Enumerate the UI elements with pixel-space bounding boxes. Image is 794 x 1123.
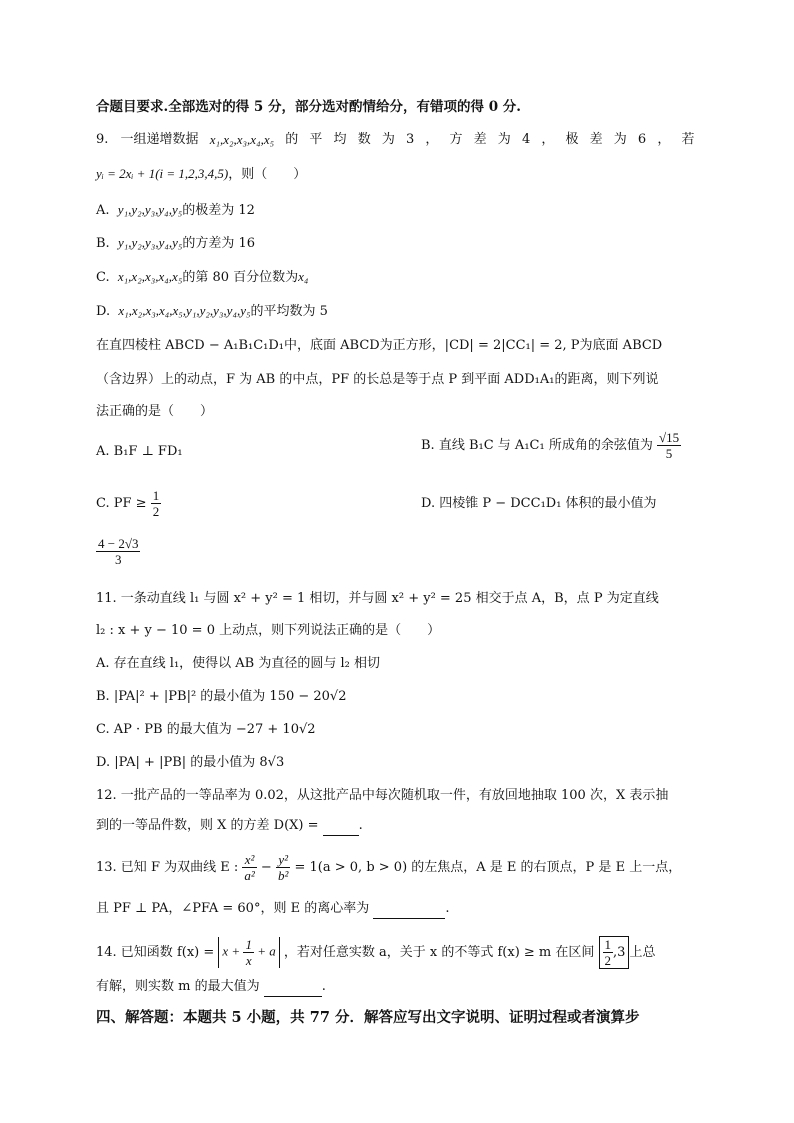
answer-blank[interactable] — [373, 898, 445, 919]
q10-option-b — [421, 430, 681, 461]
minus-sign: − — [260, 860, 272, 875]
fraction — [603, 937, 614, 968]
q9-option-a — [96, 200, 255, 221]
fraction-denominator: 2 — [152, 504, 160, 519]
q13-text-pre: 13. 已知 F 为双曲线 E : — [96, 860, 239, 875]
q9-stem-token: 为 — [381, 132, 395, 147]
q9-stem-token: 数 — [357, 132, 371, 147]
q9-stem-token: 方 — [449, 132, 463, 147]
interval-end: ,3 — [613, 945, 626, 960]
fraction — [657, 430, 681, 461]
absolute-value — [218, 937, 279, 968]
fraction — [242, 852, 256, 883]
option-label: B. — [96, 236, 110, 251]
option-math: y₁,y₂,y₃,y₄,y₅ — [117, 202, 183, 217]
fraction — [151, 488, 162, 519]
q9-stem-justified — [121, 130, 695, 150]
q10-option-c — [96, 488, 161, 519]
q9-stem-token: 差 — [473, 132, 487, 147]
q11-stem-line1: 11. 一条动直线 l₁ 与圆 x² + y² = 1 相切，并与圆 x² + y² = 25 相交于点 A，B，点 P 为定直线 — [96, 591, 659, 606]
fraction — [276, 852, 290, 883]
q9-stem-token: 极 — [565, 132, 579, 147]
q9-option-b — [96, 233, 255, 254]
q9-option-d — [96, 301, 328, 322]
q9-stem-token: 为 — [613, 132, 627, 147]
fraction-denominator: 3 — [114, 552, 122, 567]
fraction-denominator: a² — [244, 868, 255, 883]
q14-stem-line2 — [96, 976, 326, 997]
q9-stem-tail: ，则（ ） — [228, 167, 307, 182]
period: . — [321, 979, 326, 994]
fraction-numerator: x² — [242, 852, 256, 868]
q9-stem-token: 若 — [681, 132, 695, 147]
q10-option-d-value — [96, 536, 140, 567]
option-text: 的极差为 12 — [182, 203, 255, 218]
q12-stem-line2 — [96, 815, 363, 836]
q10-option-a: A. B₁F ⊥ FD₁ — [96, 444, 183, 459]
q13-text: 且 PF ⊥ PA，∠PFA = 60°，则 E 的离心率为 — [96, 901, 370, 916]
fraction-numerator: 1 — [152, 488, 160, 503]
answer-blank[interactable] — [323, 815, 359, 836]
q9-option-c — [96, 267, 308, 288]
q9-stem-token: x₁,x₂,x₃,x₄,x₅ — [209, 132, 275, 147]
option-text: 的平均数为 5 — [250, 304, 328, 319]
section-instructions: 合题目要求.全部选对的得 5 分，部分选对酌情给分，有错项的得 0 分. — [96, 99, 521, 115]
q9-stem-token: 的 — [285, 132, 299, 147]
q14-stem-line1 — [96, 936, 655, 969]
q9-stem-token: 3 — [405, 132, 415, 147]
option-text: B. 直线 B₁C 与 A₁C₁ 所成角的余弦值为 — [421, 438, 653, 453]
q13-stem-line2 — [96, 898, 450, 919]
fraction-denominator: x — [245, 953, 252, 968]
option-text: C. PF ≥ — [96, 496, 147, 511]
section-4-heading: 四、解答题：本题共 5 小题，共 77 分．解答应写出文字说明、证明过程或者演算步 — [96, 1009, 640, 1026]
fraction-denominator: b² — [277, 868, 289, 883]
option-text: 的第 80 百分位数为 — [182, 270, 299, 285]
q12-text: 到的一等品件数，则 X 的方差 D(X) = — [96, 818, 319, 833]
option-label: C. — [96, 270, 110, 285]
option-math: x₁,x₂,x₃,x₄,x₅ — [117, 269, 183, 284]
fraction — [243, 937, 254, 968]
answer-blank[interactable] — [264, 976, 322, 997]
q14-text: 有解，则实数 m 的最大值为 — [96, 979, 260, 994]
q9-stem-token: 6 — [637, 132, 647, 147]
abs-part: x + — [222, 943, 241, 959]
fraction-numerator: y² — [276, 852, 290, 868]
q9-stem-token: 差 — [589, 132, 603, 147]
q11-option-a: A. 存在直线 l₁，使得以 AB 为直径的圆与 l₂ 相切 — [96, 656, 380, 671]
q9-stem-line2 — [96, 164, 306, 185]
abs-part: + a — [257, 943, 276, 959]
q9-stem-token: ， — [425, 132, 439, 147]
q11-stem-line2: l₂ : x + y − 10 = 0 上动点，则下列说法正确的是（ ） — [96, 623, 441, 638]
q11-option-c: C. AP · PB 的最大值为 −27 + 10√2 — [96, 722, 316, 737]
option-label: A. — [96, 203, 110, 218]
q9-number: 9. — [96, 132, 109, 147]
fraction-denominator: 2 — [604, 953, 612, 968]
q10-option-d: D. 四棱锥 P − DCC₁D₁ 体积的最小值为 — [421, 496, 657, 511]
q9-stem-token: ， — [657, 132, 671, 147]
fraction-numerator: 1 — [604, 937, 612, 952]
q12-stem-line1: 12. 一批产品的一等品率为 0.02，从这批产品中每次随机取一件，有放回地抽取 100 次，X 表示抽 — [96, 788, 669, 803]
option-math-tail: x₄ — [298, 269, 309, 284]
fraction-denominator: 5 — [665, 446, 673, 461]
q9-stem-token: 4 — [521, 132, 531, 147]
q10-stem-line3: 法正确的是（ ） — [96, 404, 214, 419]
q9-stem-token: 均 — [333, 132, 347, 147]
option-label: D. — [96, 304, 111, 319]
q14-text-post: 上总 — [629, 945, 656, 960]
q9-stem-line1 — [96, 130, 695, 150]
q13-stem-line1 — [96, 852, 681, 883]
q11-option-b: B. |PA|² + |PB|² 的最小值为 150 − 20√2 — [96, 689, 347, 704]
period: . — [445, 901, 450, 916]
fraction-numerator: 1 — [245, 937, 252, 952]
fraction-numerator: √15 — [658, 430, 680, 445]
option-math: x₁,x₂,x₃,x₄,x₅,y₁,y₂,y₃,y₄,y₅ — [118, 303, 251, 318]
q11-option-d: D. |PA| + |PB| 的最小值为 8√3 — [96, 755, 285, 770]
q14-text-pre: 14. 已知函数 f(x) = — [96, 945, 215, 960]
q13-text-post: = 1(a > 0, b > 0) 的左焦点，A 是 E 的右顶点，P 是 E 上一点， — [294, 860, 682, 875]
option-math: y₁,y₂,y₃,y₄,y₅ — [117, 235, 183, 250]
q9-y-definition: yᵢ = 2xᵢ + 1(i = 1,2,3,4,5) — [96, 166, 229, 181]
q14-text-mid: ，若对任意实数 a，关于 x 的不等式 f(x) ≥ m 在区间 — [283, 945, 595, 960]
q9-stem-token: ， — [541, 132, 555, 147]
q10-stem-line1: 在直四棱柱 ABCD − A₁B₁C₁D₁中，底面 ABCD为正方形，|CD| = 2|CC₁| = 2, P为底面 ABCD — [96, 338, 663, 353]
q9-stem-token: 一组递增数据 — [120, 132, 199, 147]
q9-stem-token: 平 — [309, 132, 323, 147]
interval — [599, 936, 630, 969]
fraction-numerator: 4 − 2√3 — [98, 536, 139, 551]
fraction — [96, 536, 140, 567]
period: . — [358, 818, 363, 833]
q9-stem-token: 为 — [497, 132, 511, 147]
q10-stem-line2: （含边界）上的动点，F 为 AB 的中点，PF 的长总是等于点 P 到平面 ADD₁A₁的距离，则下列说 — [96, 372, 659, 387]
option-text: 的方差为 16 — [182, 236, 256, 251]
